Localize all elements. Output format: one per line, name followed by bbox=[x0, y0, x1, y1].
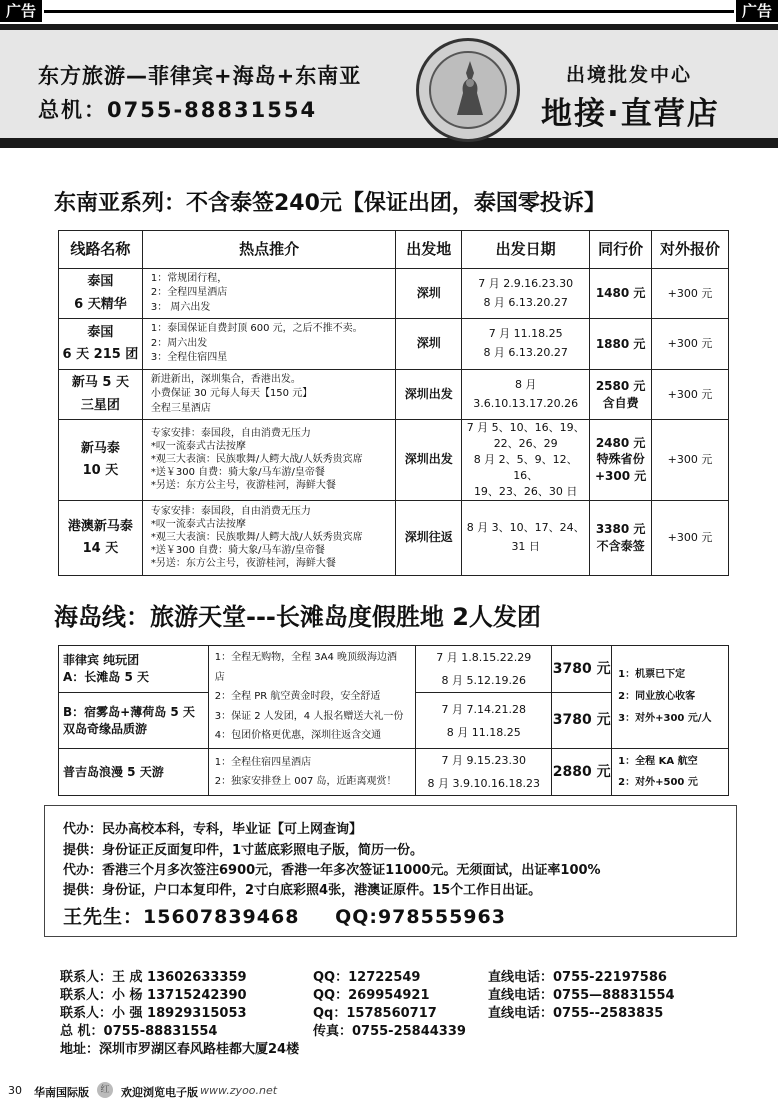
red-badge-icon: 红 bbox=[97, 1082, 113, 1098]
header-banner bbox=[0, 24, 778, 148]
page-footer bbox=[0, 1082, 778, 1100]
route-dates: 8 月 3.6.10.13.17.20.26 bbox=[462, 370, 590, 420]
service-line-hk-visa: 代办：香港三个月多次签注6900元，香港一年多次签证11000元。无须面试，出证率100% bbox=[63, 863, 601, 878]
route-name: 新马泰 10 天 bbox=[59, 420, 143, 501]
route-trade-price: 1880 元 bbox=[590, 319, 652, 370]
banner-phone: 总机：0755-88831554 bbox=[38, 98, 318, 122]
contact-direct-line: 直线电话：0755—88831554 bbox=[488, 988, 675, 1003]
col-departure: 出发地 bbox=[396, 231, 462, 269]
route-public-quote: +300 元 bbox=[652, 319, 729, 370]
ad-tag-left: 广告 bbox=[0, 0, 42, 22]
route-name: 泰国 6 天精华 bbox=[59, 269, 143, 319]
section-southeast-asia-title: 东南亚系列：不含泰签240元【保证出团，泰国零投诉】 bbox=[54, 191, 606, 216]
contact-person: 联系人：小 杨 13715242390 bbox=[60, 988, 247, 1003]
island-route-name: B：宿雾岛+薄荷岛 5 天 双岛奇缘品质游 bbox=[59, 693, 209, 749]
contact-fax: 传真：0755-25844339 bbox=[313, 1024, 466, 1039]
top-strip bbox=[0, 0, 778, 22]
contact-switchboard: 总 机：0755-88831554 bbox=[60, 1024, 218, 1039]
route-dates: 7 月 2.9.16.23.30 8 月 6.13.20.27 bbox=[462, 269, 590, 319]
route-name: 港澳新马泰 14 天 bbox=[59, 500, 143, 575]
route-trade-price: 2480 元 特殊省份 +300 元 bbox=[590, 420, 652, 501]
contact-row bbox=[60, 966, 750, 984]
buddha-figure-icon bbox=[431, 53, 509, 131]
ad-tag-right: 广告 bbox=[736, 0, 778, 22]
contact-qq: QQ：269954921 bbox=[313, 988, 430, 1003]
contact-address: 地址：深圳市罗湖区春风路桂都大厦24楼 bbox=[60, 1042, 300, 1057]
route-departure: 深圳往返 bbox=[396, 500, 462, 575]
services-box bbox=[44, 805, 737, 937]
buddha-logo-icon bbox=[416, 38, 520, 142]
route-highlights: 新进新出，深圳集合，香港出发。 小费保证 30 元每人每天【150 元】 全程三星酒店 bbox=[142, 370, 395, 420]
contact-qq: QQ：12722549 bbox=[313, 970, 421, 985]
route-highlights: 1：常规团行程， 2：全程四星酒店 3： 周六出发 bbox=[142, 269, 395, 319]
contact-row bbox=[60, 1020, 750, 1038]
service-line-diploma: 代办：民办高校本科，专科，毕业证【可上网查询】 bbox=[63, 822, 363, 837]
island-route-price: 3780 元 bbox=[552, 693, 612, 749]
page-number: 30 bbox=[8, 1084, 22, 1097]
banner-direct-store: 地接·直营店 bbox=[541, 96, 720, 132]
island-route-notes: 1：全程 KA 航空 2：对外+500 元 bbox=[612, 749, 729, 796]
route-dates: 7 月 5、10、16、19、 22、26、29 8 月 2、5、9、12、16、 19、23、26、30 日 bbox=[462, 420, 590, 501]
route-departure: 深圳出发 bbox=[396, 420, 462, 501]
contact-row bbox=[60, 1002, 750, 1020]
col-route-name: 线路名称 bbox=[59, 231, 143, 269]
island-route-dates: 7 月 1.8.15.22.29 8 月 5.12.19.26 bbox=[416, 646, 552, 693]
edition-name: 华南国际版 bbox=[34, 1086, 89, 1099]
route-highlights: 专家安排：泰国段，自由消费无压力 *叹一流泰式古法按摩 *观三大表演：民族歌舞/人鳄大战/人妖秀贵宾席 *送￥300 自费：骑大象/马车游/皇帝餐 *另送：东方公主号，夜游桂河，海鲜大餐 bbox=[142, 420, 395, 501]
island-route-name: 菲律宾 纯玩团 A：长滩岛 5 天 bbox=[59, 646, 209, 693]
contact-list bbox=[60, 966, 750, 1056]
southeast-asia-table bbox=[58, 230, 729, 576]
table-row bbox=[59, 749, 729, 796]
table-row bbox=[59, 420, 729, 501]
route-highlights: 专家安排：泰国段，自由消费无压力 *叹一流泰式古法按摩 *观三大表演：民族歌舞/人鳄大战/人妖秀贵宾席 *送￥300 自费：骑大象/马车游/皇帝餐 *另送：东方公主号，夜游桂河，海鲜大餐 bbox=[142, 500, 395, 575]
service-contact-qq: QQ:978555963 bbox=[335, 906, 506, 928]
route-trade-price: 3380 元 不含泰签 bbox=[590, 500, 652, 575]
route-name: 泰国 6 天 215 团 bbox=[59, 319, 143, 370]
col-public-quote: 对外报价 bbox=[652, 231, 729, 269]
logo-emblem bbox=[429, 51, 507, 129]
route-trade-price: 2580 元 含自费 bbox=[590, 370, 652, 420]
col-highlights: 热点推介 bbox=[142, 231, 395, 269]
island-table bbox=[58, 645, 729, 796]
table-row bbox=[59, 269, 729, 319]
island-shared-highlights: 1：全程无购物，全程 3A4 晚顶级海边酒 店 2：全程 PR 航空黄金时段，安全舒适 3：保证 2 人发团，4 人报名赠送大礼一份 4：包团价格更优惠，深圳往返含交通 bbox=[208, 646, 416, 749]
contact-direct-line: 直线电话：0755-22197586 bbox=[488, 970, 667, 985]
banner-wholesale-center: 出境批发中心 bbox=[566, 64, 693, 86]
route-dates: 8 月 3、10、17、24、 31 日 bbox=[462, 500, 590, 575]
contact-row bbox=[60, 984, 750, 1002]
service-line-hk-visa-docs: 提供：身份证，户口本复印件，2寸白底彩照4张，港澳证原件。15个工作日出证。 bbox=[63, 883, 542, 898]
route-public-quote: +300 元 bbox=[652, 500, 729, 575]
table-row bbox=[59, 646, 729, 693]
route-public-quote: +300 元 bbox=[652, 420, 729, 501]
route-departure: 深圳 bbox=[396, 319, 462, 370]
table-row bbox=[59, 319, 729, 370]
contact-person: 联系人：王 成 13602633359 bbox=[60, 970, 247, 985]
service-line-diploma-docs: 提供：身份证正反面复印件，1寸蓝底彩照电子版，简历一份。 bbox=[63, 843, 424, 858]
contact-direct-line: 直线电话：0755--2583835 bbox=[488, 1006, 664, 1021]
island-shared-notes: 1：机票已下定 2：同业放心收客 3：对外+300 元/人 bbox=[612, 646, 729, 749]
island-route-name: 普吉岛浪漫 5 天游 bbox=[59, 749, 209, 796]
route-highlights: 1：泰国保证自费封顶 600 元，之后不推不卖。 2：周六出发 3：全程住宿四星 bbox=[142, 319, 395, 370]
island-route-dates: 7 月 7.14.21.28 8 月 11.18.25 bbox=[416, 693, 552, 749]
route-trade-price: 1480 元 bbox=[590, 269, 652, 319]
section-island-title: 海岛线：旅游天堂---长滩岛度假胜地 2人发团 bbox=[54, 603, 541, 631]
route-public-quote: +300 元 bbox=[652, 269, 729, 319]
route-public-quote: +300 元 bbox=[652, 370, 729, 420]
island-route-price: 2880 元 bbox=[552, 749, 612, 796]
contact-qq: Qq：1578560717 bbox=[313, 1006, 437, 1021]
banner-slogan: 东方旅游—菲律宾+海岛+东南亚 bbox=[38, 64, 362, 88]
island-route-dates: 7 月 9.15.23.30 8 月 3.9.10.16.18.23 bbox=[416, 749, 552, 796]
route-departure: 深圳出发 bbox=[396, 370, 462, 420]
table-header-row bbox=[59, 231, 729, 269]
col-dates: 出发日期 bbox=[462, 231, 590, 269]
strip-divider bbox=[44, 10, 734, 13]
route-dates: 7 月 11.18.25 8 月 6.13.20.27 bbox=[462, 319, 590, 370]
service-contact bbox=[63, 902, 534, 929]
route-name: 新马 5 天 三星团 bbox=[59, 370, 143, 420]
island-route-highlights: 1：全程住宿四星酒店 2：独家安排登上 007 岛，近距离观赏！ bbox=[208, 749, 416, 796]
island-route-price: 3780 元 bbox=[552, 646, 612, 693]
table-row bbox=[59, 500, 729, 575]
route-departure: 深圳 bbox=[396, 269, 462, 319]
col-trade-price: 同行价 bbox=[590, 231, 652, 269]
service-contact-name: 王先生：15607839468 bbox=[63, 906, 300, 928]
contact-row bbox=[60, 1038, 750, 1056]
welcome-text: 欢迎浏览电子版 bbox=[121, 1086, 198, 1099]
site-url-link[interactable]: www.zyoo.net bbox=[200, 1084, 278, 1097]
table-row bbox=[59, 370, 729, 420]
contact-person: 联系人：小 强 18929315053 bbox=[60, 1006, 247, 1021]
